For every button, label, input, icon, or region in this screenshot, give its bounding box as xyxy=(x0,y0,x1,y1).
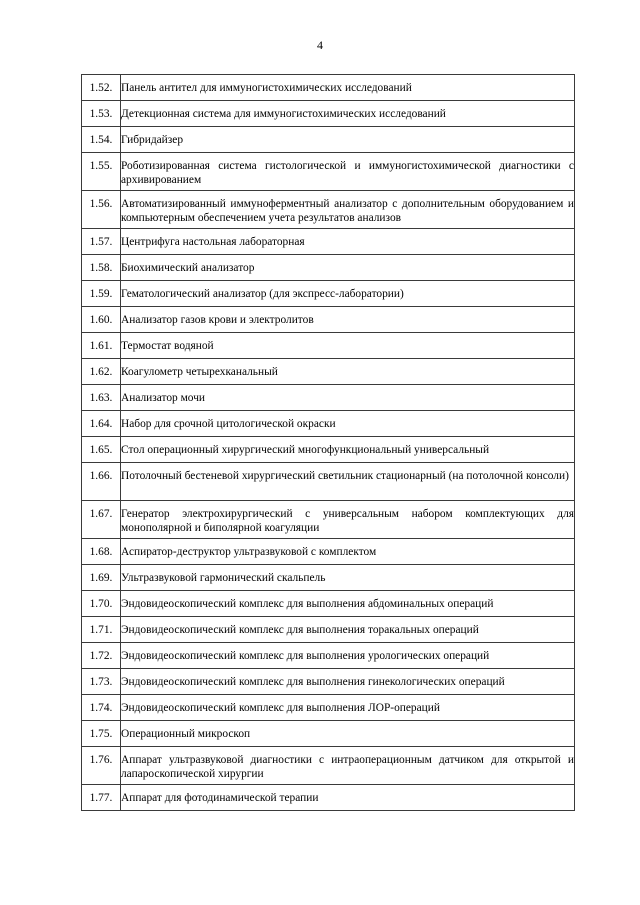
page-number: 4 xyxy=(317,38,323,52)
table-row xyxy=(82,75,575,101)
item-number: 1.75. xyxy=(82,721,121,747)
item-name: Детекционная система для иммуногистохимических исследований xyxy=(121,101,575,127)
item-name: Аппарат ультразвуковой диагностики с интраоперационным датчиком для открытой и лапароскопической хирургии xyxy=(121,747,575,785)
item-number: 1.65. xyxy=(82,437,121,463)
item-name: Роботизированная система гистологической и иммуногистохимической диагностики с архивированием xyxy=(121,153,575,191)
item-number: 1.76. xyxy=(82,747,121,785)
item-name: Аспиратор-деструктор ультразвуковой с комплектом xyxy=(121,539,575,565)
item-name: Эндовидеоскопический комплекс для выполнения абдоминальных операций xyxy=(121,591,575,617)
item-number: 1.62. xyxy=(82,359,121,385)
table-row xyxy=(82,747,575,785)
table-row xyxy=(82,785,575,811)
item-name: Центрифуга настольная лабораторная xyxy=(121,229,575,255)
item-number: 1.73. xyxy=(82,669,121,695)
table-row xyxy=(82,437,575,463)
table-row xyxy=(82,333,575,359)
table-row xyxy=(82,281,575,307)
table-row xyxy=(82,669,575,695)
item-name: Панель антител для иммуногистохимических исследований xyxy=(121,75,575,101)
item-number: 1.67. xyxy=(82,501,121,539)
table-row xyxy=(82,695,575,721)
table-row xyxy=(82,617,575,643)
item-name: Термостат водяной xyxy=(121,333,575,359)
item-number: 1.53. xyxy=(82,101,121,127)
table-row xyxy=(82,153,575,191)
item-number: 1.61. xyxy=(82,333,121,359)
table-row xyxy=(82,359,575,385)
table-row xyxy=(82,191,575,229)
item-number: 1.70. xyxy=(82,591,121,617)
item-name: Анализатор газов крови и электролитов xyxy=(121,307,575,333)
item-number: 1.55. xyxy=(82,153,121,191)
item-name: Автоматизированный иммуноферментный анализатор с дополнительным оборудованием и компьютерным обеспечением учета результатов анализов xyxy=(121,191,575,229)
item-name: Потолочный бестеневой хирургический светильник стационарный (на потолочной консоли) xyxy=(121,463,575,501)
item-name: Анализатор мочи xyxy=(121,385,575,411)
item-number: 1.72. xyxy=(82,643,121,669)
item-number: 1.59. xyxy=(82,281,121,307)
item-name: Эндовидеоскопический комплекс для выполнения гинекологических операций xyxy=(121,669,575,695)
item-name: Эндовидеоскопический комплекс для выполнения урологических операций xyxy=(121,643,575,669)
table-row xyxy=(82,463,575,501)
table-row xyxy=(82,643,575,669)
item-name: Набор для срочной цитологической окраски xyxy=(121,411,575,437)
table-row xyxy=(82,411,575,437)
item-name: Генератор электрохирургический с универсальным набором комплектующих для монополярной и биполярной коагуляции xyxy=(121,501,575,539)
item-number: 1.58. xyxy=(82,255,121,281)
item-name: Эндовидеоскопический комплекс для выполнения торакальных операций xyxy=(121,617,575,643)
item-name: Стол операционный хирургический многофункциональный универсальный xyxy=(121,437,575,463)
item-number: 1.60. xyxy=(82,307,121,333)
item-name: Гематологический анализатор (для экспресс-лаборатории) xyxy=(121,281,575,307)
item-number: 1.64. xyxy=(82,411,121,437)
item-name: Аппарат для фотодинамической терапии xyxy=(121,785,575,811)
item-name: Операционный микроскоп xyxy=(121,721,575,747)
table-row xyxy=(82,255,575,281)
equipment-table-body xyxy=(82,75,575,811)
table-row xyxy=(82,539,575,565)
item-number: 1.52. xyxy=(82,75,121,101)
item-name: Биохимический анализатор xyxy=(121,255,575,281)
table-row xyxy=(82,229,575,255)
table-row xyxy=(82,101,575,127)
table-row xyxy=(82,721,575,747)
item-number: 1.57. xyxy=(82,229,121,255)
item-number: 1.54. xyxy=(82,127,121,153)
item-number: 1.66. xyxy=(82,463,121,501)
table-row xyxy=(82,501,575,539)
item-number: 1.74. xyxy=(82,695,121,721)
item-number: 1.68. xyxy=(82,539,121,565)
item-number: 1.69. xyxy=(82,565,121,591)
table-row xyxy=(82,565,575,591)
table-row xyxy=(82,385,575,411)
table-row xyxy=(82,127,575,153)
item-name: Гибридайзер xyxy=(121,127,575,153)
item-number: 1.77. xyxy=(82,785,121,811)
table-row xyxy=(82,591,575,617)
item-name: Коагулометр четырехканальный xyxy=(121,359,575,385)
item-name: Эндовидеоскопический комплекс для выполнения ЛОР-операций xyxy=(121,695,575,721)
item-name: Ультразвуковой гармонический скальпель xyxy=(121,565,575,591)
item-number: 1.56. xyxy=(82,191,121,229)
equipment-table xyxy=(81,74,575,811)
table-row xyxy=(82,307,575,333)
item-number: 1.71. xyxy=(82,617,121,643)
item-number: 1.63. xyxy=(82,385,121,411)
